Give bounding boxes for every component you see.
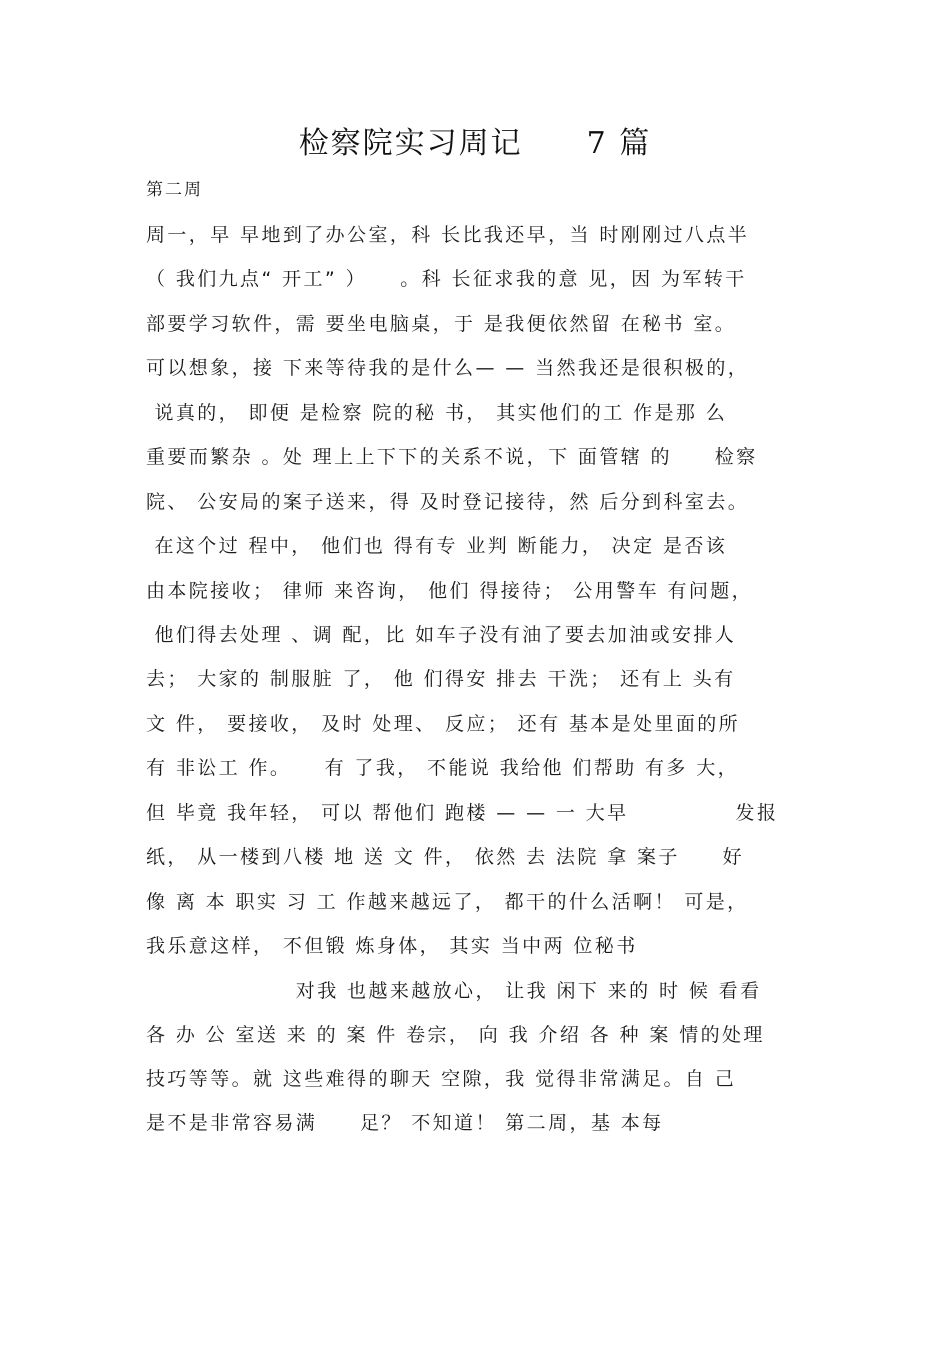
text-line: 对我 也越来越放心， 让我 闲下 来的 时 候 看看 bbox=[146, 980, 762, 1002]
text-line: 重要而繁杂 。处 理上上下下的关系不说，下 面管辖 的 检察 bbox=[146, 446, 758, 468]
document-title: 检察院实习周记 7 篇 bbox=[298, 126, 652, 161]
text-line: 文 件， 要接收， 及时 处理、 反应； 还有 基本是处里面的所 bbox=[146, 713, 741, 735]
text-line: 说真的， 即便 是检察 院的秘 书， 其实他们的工 作是那 么 bbox=[146, 402, 728, 424]
text-line: 去； 大家的 制服脏 了， 他 们得安 排去 干洗； 还有上 头有 bbox=[146, 668, 736, 690]
text-line: 他们得去处理 、调 配，比 如车子没有油了要去加油或安排人 bbox=[146, 624, 737, 646]
text-line: 纸， 从一楼到八楼 地 送 文 件， 依然 去 法院 拿 案子 好 bbox=[146, 846, 744, 868]
text-line: 由本院接收； 律师 来咨询， 他们 得接待； 公用警车 有问题， bbox=[146, 580, 754, 602]
text-line: 像 离 本 职实 习 工 作越来越远了， 都干的什么活啊！ 可是， bbox=[146, 891, 749, 913]
text-line: 但 毕竟 我年轻， 可以 帮他们 跑楼 — — 一 大早 发报 bbox=[146, 802, 779, 824]
text-line: 技巧等等。就 这些难得的聊天 空隙，我 觉得非常满足。自 己 bbox=[146, 1068, 737, 1090]
text-line: 我乐意这样， 不但锻 炼身体， 其实 当中两 位秘书 bbox=[146, 935, 638, 957]
text-line: 是不是非常容易满 足？ 不知道！ 第二周，基 本每 bbox=[146, 1112, 664, 1134]
text-line: 院、 公安局的案子送来，得 及时登记接待，然 后分到科室去。 bbox=[146, 491, 750, 513]
text-line: 可以想象，接 下来等待我的是什么— — 当然我还是很积极的， bbox=[146, 357, 750, 379]
text-line: 各 办 公 室送 来 的 案 件 卷宗， 向 我 介绍 各 种 案 情的处理 bbox=[146, 1024, 765, 1046]
text-line: 有 非讼工 作。 有 了我， 不能说 我给他 们帮助 有多 大， bbox=[146, 757, 740, 779]
section-label: 第二周 bbox=[146, 180, 203, 200]
text-line: 在这个过 程中， 他们也 得有专 业判 断能力， 决定 是否该 bbox=[146, 535, 728, 557]
text-line: 部要学习软件，需 要坐电脑桌，于 是我便依然留 在秘书 室。 bbox=[146, 313, 737, 335]
text-line: （ 我们九点“ 开工” ） 。科 长征求我的意 见，因 为军转干 bbox=[146, 268, 747, 290]
text-line: 周一，早 早地到了办公室，科 长比我还早，当 时刚刚过八点半 bbox=[146, 224, 750, 246]
